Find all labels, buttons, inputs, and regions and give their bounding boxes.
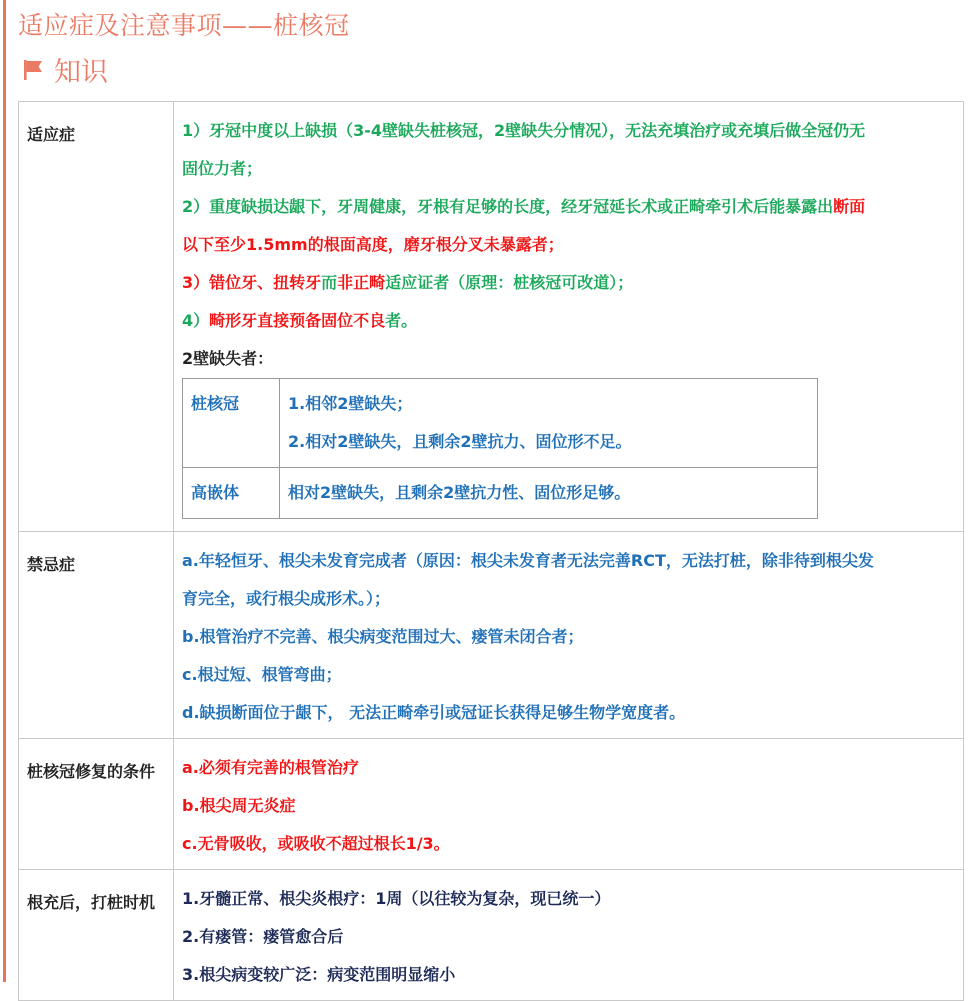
contra-1: a.年轻恒牙、根尖未发育完成者（原因：根尖未发育者无法完善RCT，无法打桩，除非待到根尖发 xyxy=(182,551,874,570)
inner-row-onlay xyxy=(183,468,818,519)
row-label-timing: 根充后，打桩时机 xyxy=(19,870,174,1001)
contra-4: d.缺损断面位于龈下， 无法正畸牵引或冠证长获得足够生物学宽度者。 xyxy=(182,703,686,722)
indication-4: 4）畸形牙直接预备固位不良者。 xyxy=(182,311,418,330)
section-heading xyxy=(22,50,108,89)
post-core-item-2: 2.相对2壁缺失，且剩余2壁抗力、固位形不足。 xyxy=(288,432,632,451)
contra-1-cont: 育完全，或行根尖成形术。）； xyxy=(182,589,391,608)
flag-icon xyxy=(22,58,46,82)
timing-1: 1.牙髓正常、根尖炎根疗：1周（以往较为复杂，现已统一） xyxy=(182,889,611,908)
row-content-indications xyxy=(174,102,964,532)
timing-2: 2.有瘘管：瘘管愈合后 xyxy=(182,927,344,946)
table-row-contraindications xyxy=(19,532,964,739)
row-content-conditions xyxy=(174,739,964,870)
row-content-timing xyxy=(174,870,964,1001)
indication-3: 3）错位牙、扭转牙而非正畸适应证者（原理：桩核冠可改道）； xyxy=(182,273,634,292)
indication-1-cont: 固位力者； xyxy=(182,159,263,178)
table-row-timing xyxy=(19,870,964,1001)
row-label-conditions: 桩核冠修复的条件 xyxy=(19,739,174,870)
contra-3: c.根过短、根管弯曲； xyxy=(182,665,342,684)
knowledge-table xyxy=(18,101,964,1001)
inner-label-onlay: 高嵌体 xyxy=(183,468,280,519)
two-wall-table xyxy=(182,378,818,519)
condition-3: c.无骨吸收，或吸收不超过根长1/3。 xyxy=(182,834,450,853)
inner-label-post-core: 桩核冠 xyxy=(183,379,280,468)
row-label-indications: 适应症 xyxy=(19,102,174,532)
row-label-contraindications: 禁忌症 xyxy=(19,532,174,739)
condition-2: b.根尖周无炎症 xyxy=(182,796,296,815)
indication-2: 2）重度缺损达龈下，牙周健康，牙根有足够的长度，经牙冠延长术或正畸牵引术后能暴露出断面 xyxy=(182,197,866,216)
inner-content-post-core xyxy=(280,379,818,468)
post-core-item-1: 1.相邻2壁缺失； xyxy=(288,394,413,413)
indication-1: 1）牙冠中度以上缺损（3-4壁缺失桩核冠，2壁缺失分情况），无法充填治疗或充填后做全冠仍无 xyxy=(182,121,866,140)
inner-row-post-core xyxy=(183,379,818,468)
two-wall-title: 2壁缺失者： xyxy=(182,349,274,368)
inner-content-onlay: 相对2壁缺失，且剩余2壁抗力性、固位形足够。 xyxy=(280,468,818,519)
timing-3: 3.根尖病变较广泛：病变范围明显缩小 xyxy=(182,965,456,984)
section-heading-label: 知识 xyxy=(54,57,108,88)
table-row-indications xyxy=(19,102,964,532)
page-title: 适应症及注意事项——桩核冠 xyxy=(18,11,350,40)
contra-2: b.根管治疗不完善、根尖病变范围过大、瘘管未闭合者； xyxy=(182,627,584,646)
left-accent-rule xyxy=(3,0,6,982)
row-content-contraindications xyxy=(174,532,964,739)
table-row-conditions xyxy=(19,739,964,870)
indication-2-cont: 以下至少1.5mm的根面高度，磨牙根分叉未暴露者； xyxy=(182,235,564,254)
condition-1: a.必须有完善的根管治疗 xyxy=(182,758,359,777)
